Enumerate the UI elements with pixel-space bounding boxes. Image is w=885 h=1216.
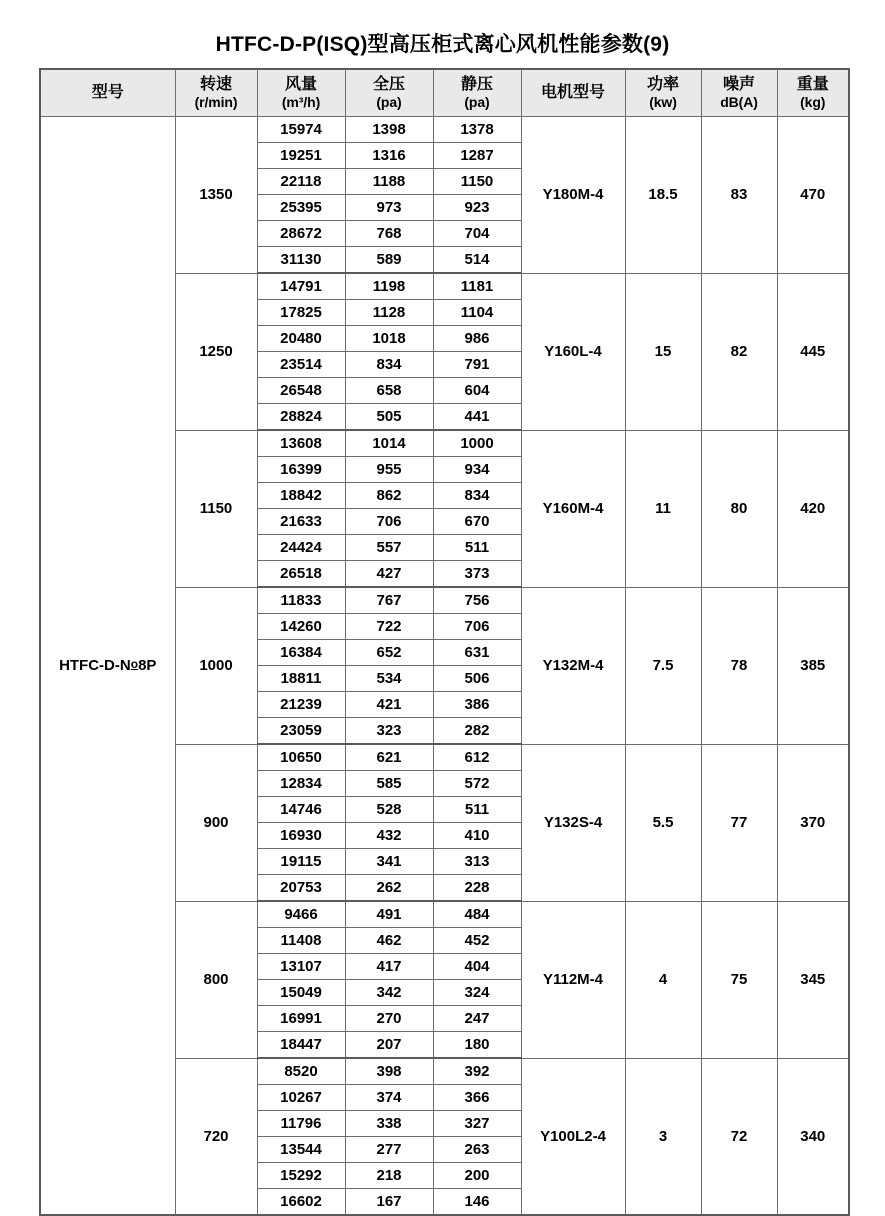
cell-airflow: 16602 (257, 1189, 345, 1216)
cell-airflow: 14260 (257, 614, 345, 640)
cell-weight: 370 (777, 744, 849, 901)
cell-airflow: 12834 (257, 771, 345, 797)
cell-total-pressure: 421 (345, 692, 433, 718)
cell-motor-model: Y112M-4 (521, 901, 625, 1058)
cell-static-pressure: 1378 (433, 117, 521, 143)
cell-airflow: 18811 (257, 666, 345, 692)
cell-airflow: 8520 (257, 1058, 345, 1085)
cell-rotation-speed: 800 (175, 901, 257, 1058)
cell-airflow: 16399 (257, 457, 345, 483)
cell-airflow: 24424 (257, 535, 345, 561)
cell-motor-model: Y180M-4 (521, 117, 625, 274)
table-header (40, 69, 849, 117)
cell-weight: 345 (777, 901, 849, 1058)
cell-power: 7.5 (625, 587, 701, 744)
cell-weight: 340 (777, 1058, 849, 1215)
cell-static-pressure: 612 (433, 744, 521, 771)
cell-total-pressure: 270 (345, 1006, 433, 1032)
cell-airflow: 23514 (257, 352, 345, 378)
cell-static-pressure: 834 (433, 483, 521, 509)
cell-static-pressure: 1000 (433, 430, 521, 457)
cell-static-pressure: 324 (433, 980, 521, 1006)
cell-static-pressure: 282 (433, 718, 521, 745)
cell-total-pressure: 341 (345, 849, 433, 875)
cell-total-pressure: 491 (345, 901, 433, 928)
cell-airflow: 21239 (257, 692, 345, 718)
cell-total-pressure: 427 (345, 561, 433, 588)
cell-airflow: 16991 (257, 1006, 345, 1032)
cell-total-pressure: 973 (345, 195, 433, 221)
cell-static-pressure: 146 (433, 1189, 521, 1216)
cell-noise: 75 (701, 901, 777, 1058)
cell-static-pressure: 756 (433, 587, 521, 614)
cell-static-pressure: 327 (433, 1111, 521, 1137)
cell-airflow: 26548 (257, 378, 345, 404)
cell-power: 4 (625, 901, 701, 1058)
cell-airflow: 23059 (257, 718, 345, 745)
cell-airflow: 16930 (257, 823, 345, 849)
cell-airflow: 31130 (257, 247, 345, 274)
cell-total-pressure: 585 (345, 771, 433, 797)
cell-total-pressure: 417 (345, 954, 433, 980)
cell-airflow: 15292 (257, 1163, 345, 1189)
cell-static-pressure: 410 (433, 823, 521, 849)
cell-fan-model: HTFC-D-No8P (40, 117, 175, 1216)
cell-rotation-speed: 720 (175, 1058, 257, 1215)
cell-static-pressure: 441 (433, 404, 521, 431)
cell-static-pressure: 604 (433, 378, 521, 404)
cell-total-pressure: 1316 (345, 143, 433, 169)
cell-power: 5.5 (625, 744, 701, 901)
column-header-speed: 转速 (r/min) (175, 69, 257, 117)
cell-static-pressure: 791 (433, 352, 521, 378)
cell-rotation-speed: 1250 (175, 273, 257, 430)
cell-static-pressure: 484 (433, 901, 521, 928)
page-title: HTFC-D-P(ISQ)型高压柜式离心风机性能参数(9) (215, 33, 670, 56)
cell-total-pressure: 505 (345, 404, 433, 431)
cell-total-pressure: 398 (345, 1058, 433, 1085)
column-header-airflow: 风量 (m³/h) (257, 69, 345, 117)
column-header-model: 型号 (40, 69, 175, 117)
cell-static-pressure: 228 (433, 875, 521, 902)
cell-airflow: 20753 (257, 875, 345, 902)
cell-airflow: 13544 (257, 1137, 345, 1163)
cell-power: 3 (625, 1058, 701, 1215)
column-header-weight: 重量 (kg) (777, 69, 849, 117)
cell-airflow: 26518 (257, 561, 345, 588)
cell-total-pressure: 262 (345, 875, 433, 902)
column-header-static-pressure: 静压 (pa) (433, 69, 521, 117)
cell-static-pressure: 514 (433, 247, 521, 274)
cell-total-pressure: 955 (345, 457, 433, 483)
cell-static-pressure: 631 (433, 640, 521, 666)
cell-noise: 83 (701, 117, 777, 274)
cell-static-pressure: 704 (433, 221, 521, 247)
cell-airflow: 28672 (257, 221, 345, 247)
cell-airflow: 15974 (257, 117, 345, 143)
column-header-power: 功率 (kw) (625, 69, 701, 117)
cell-static-pressure: 1150 (433, 169, 521, 195)
cell-airflow: 16384 (257, 640, 345, 666)
cell-total-pressure: 374 (345, 1085, 433, 1111)
cell-total-pressure: 834 (345, 352, 433, 378)
cell-static-pressure: 1287 (433, 143, 521, 169)
cell-static-pressure: 263 (433, 1137, 521, 1163)
cell-total-pressure: 767 (345, 587, 433, 614)
cell-static-pressure: 923 (433, 195, 521, 221)
cell-rotation-speed: 1000 (175, 587, 257, 744)
cell-airflow: 17825 (257, 300, 345, 326)
cell-static-pressure: 1104 (433, 300, 521, 326)
cell-static-pressure: 200 (433, 1163, 521, 1189)
cell-airflow: 25395 (257, 195, 345, 221)
cell-noise: 80 (701, 430, 777, 587)
cell-static-pressure: 986 (433, 326, 521, 352)
cell-airflow: 28824 (257, 404, 345, 431)
cell-airflow: 11796 (257, 1111, 345, 1137)
cell-motor-model: Y160L-4 (521, 273, 625, 430)
header-row (40, 69, 849, 117)
cell-airflow: 10650 (257, 744, 345, 771)
fan-performance-table (39, 68, 850, 1216)
cell-airflow: 9466 (257, 901, 345, 928)
table-body (40, 117, 849, 1216)
cell-power: 15 (625, 273, 701, 430)
cell-rotation-speed: 1150 (175, 430, 257, 587)
cell-airflow: 14791 (257, 273, 345, 300)
cell-static-pressure: 511 (433, 535, 521, 561)
cell-airflow: 13608 (257, 430, 345, 457)
cell-noise: 78 (701, 587, 777, 744)
cell-static-pressure: 511 (433, 797, 521, 823)
cell-total-pressure: 589 (345, 247, 433, 274)
cell-static-pressure: 934 (433, 457, 521, 483)
cell-static-pressure: 392 (433, 1058, 521, 1085)
cell-airflow: 19251 (257, 143, 345, 169)
cell-power: 11 (625, 430, 701, 587)
cell-total-pressure: 621 (345, 744, 433, 771)
cell-weight: 385 (777, 587, 849, 744)
cell-total-pressure: 528 (345, 797, 433, 823)
cell-total-pressure: 862 (345, 483, 433, 509)
cell-total-pressure: 1128 (345, 300, 433, 326)
cell-power: 18.5 (625, 117, 701, 274)
cell-total-pressure: 534 (345, 666, 433, 692)
cell-static-pressure: 386 (433, 692, 521, 718)
cell-noise: 77 (701, 744, 777, 901)
cell-total-pressure: 658 (345, 378, 433, 404)
cell-weight: 420 (777, 430, 849, 587)
cell-total-pressure: 722 (345, 614, 433, 640)
cell-airflow: 18447 (257, 1032, 345, 1059)
table-row (40, 117, 849, 143)
cell-total-pressure: 462 (345, 928, 433, 954)
cell-static-pressure: 313 (433, 849, 521, 875)
cell-airflow: 19115 (257, 849, 345, 875)
cell-motor-model: Y100L2-4 (521, 1058, 625, 1215)
cell-total-pressure: 338 (345, 1111, 433, 1137)
cell-static-pressure: 506 (433, 666, 521, 692)
cell-total-pressure: 1398 (345, 117, 433, 143)
cell-static-pressure: 706 (433, 614, 521, 640)
cell-static-pressure: 366 (433, 1085, 521, 1111)
cell-total-pressure: 557 (345, 535, 433, 561)
cell-total-pressure: 342 (345, 980, 433, 1006)
cell-airflow: 11833 (257, 587, 345, 614)
cell-airflow: 14746 (257, 797, 345, 823)
cell-total-pressure: 1198 (345, 273, 433, 300)
cell-total-pressure: 706 (345, 509, 433, 535)
cell-airflow: 21633 (257, 509, 345, 535)
cell-total-pressure: 652 (345, 640, 433, 666)
table-container (0, 68, 885, 1216)
cell-static-pressure: 572 (433, 771, 521, 797)
cell-airflow: 11408 (257, 928, 345, 954)
cell-noise: 72 (701, 1058, 777, 1215)
cell-motor-model: Y160M-4 (521, 430, 625, 587)
cell-total-pressure: 207 (345, 1032, 433, 1059)
cell-total-pressure: 1014 (345, 430, 433, 457)
column-header-total-pressure: 全压 (pa) (345, 69, 433, 117)
cell-airflow: 20480 (257, 326, 345, 352)
cell-airflow: 13107 (257, 954, 345, 980)
cell-airflow: 18842 (257, 483, 345, 509)
cell-noise: 82 (701, 273, 777, 430)
cell-static-pressure: 404 (433, 954, 521, 980)
cell-motor-model: Y132M-4 (521, 587, 625, 744)
cell-total-pressure: 1018 (345, 326, 433, 352)
cell-static-pressure: 247 (433, 1006, 521, 1032)
cell-airflow: 22118 (257, 169, 345, 195)
cell-total-pressure: 218 (345, 1163, 433, 1189)
column-header-noise: 噪声 dB(A) (701, 69, 777, 117)
cell-static-pressure: 1181 (433, 273, 521, 300)
cell-weight: 470 (777, 117, 849, 274)
cell-static-pressure: 180 (433, 1032, 521, 1059)
cell-rotation-speed: 900 (175, 744, 257, 901)
cell-airflow: 10267 (257, 1085, 345, 1111)
column-header-motor-model: 电机型号 (521, 69, 625, 117)
cell-static-pressure: 670 (433, 509, 521, 535)
cell-static-pressure: 452 (433, 928, 521, 954)
cell-total-pressure: 1188 (345, 169, 433, 195)
cell-total-pressure: 768 (345, 221, 433, 247)
cell-weight: 445 (777, 273, 849, 430)
cell-total-pressure: 277 (345, 1137, 433, 1163)
cell-total-pressure: 167 (345, 1189, 433, 1216)
cell-total-pressure: 432 (345, 823, 433, 849)
cell-total-pressure: 323 (345, 718, 433, 745)
cell-airflow: 15049 (257, 980, 345, 1006)
cell-static-pressure: 373 (433, 561, 521, 588)
cell-rotation-speed: 1350 (175, 117, 257, 274)
cell-motor-model: Y132S-4 (521, 744, 625, 901)
